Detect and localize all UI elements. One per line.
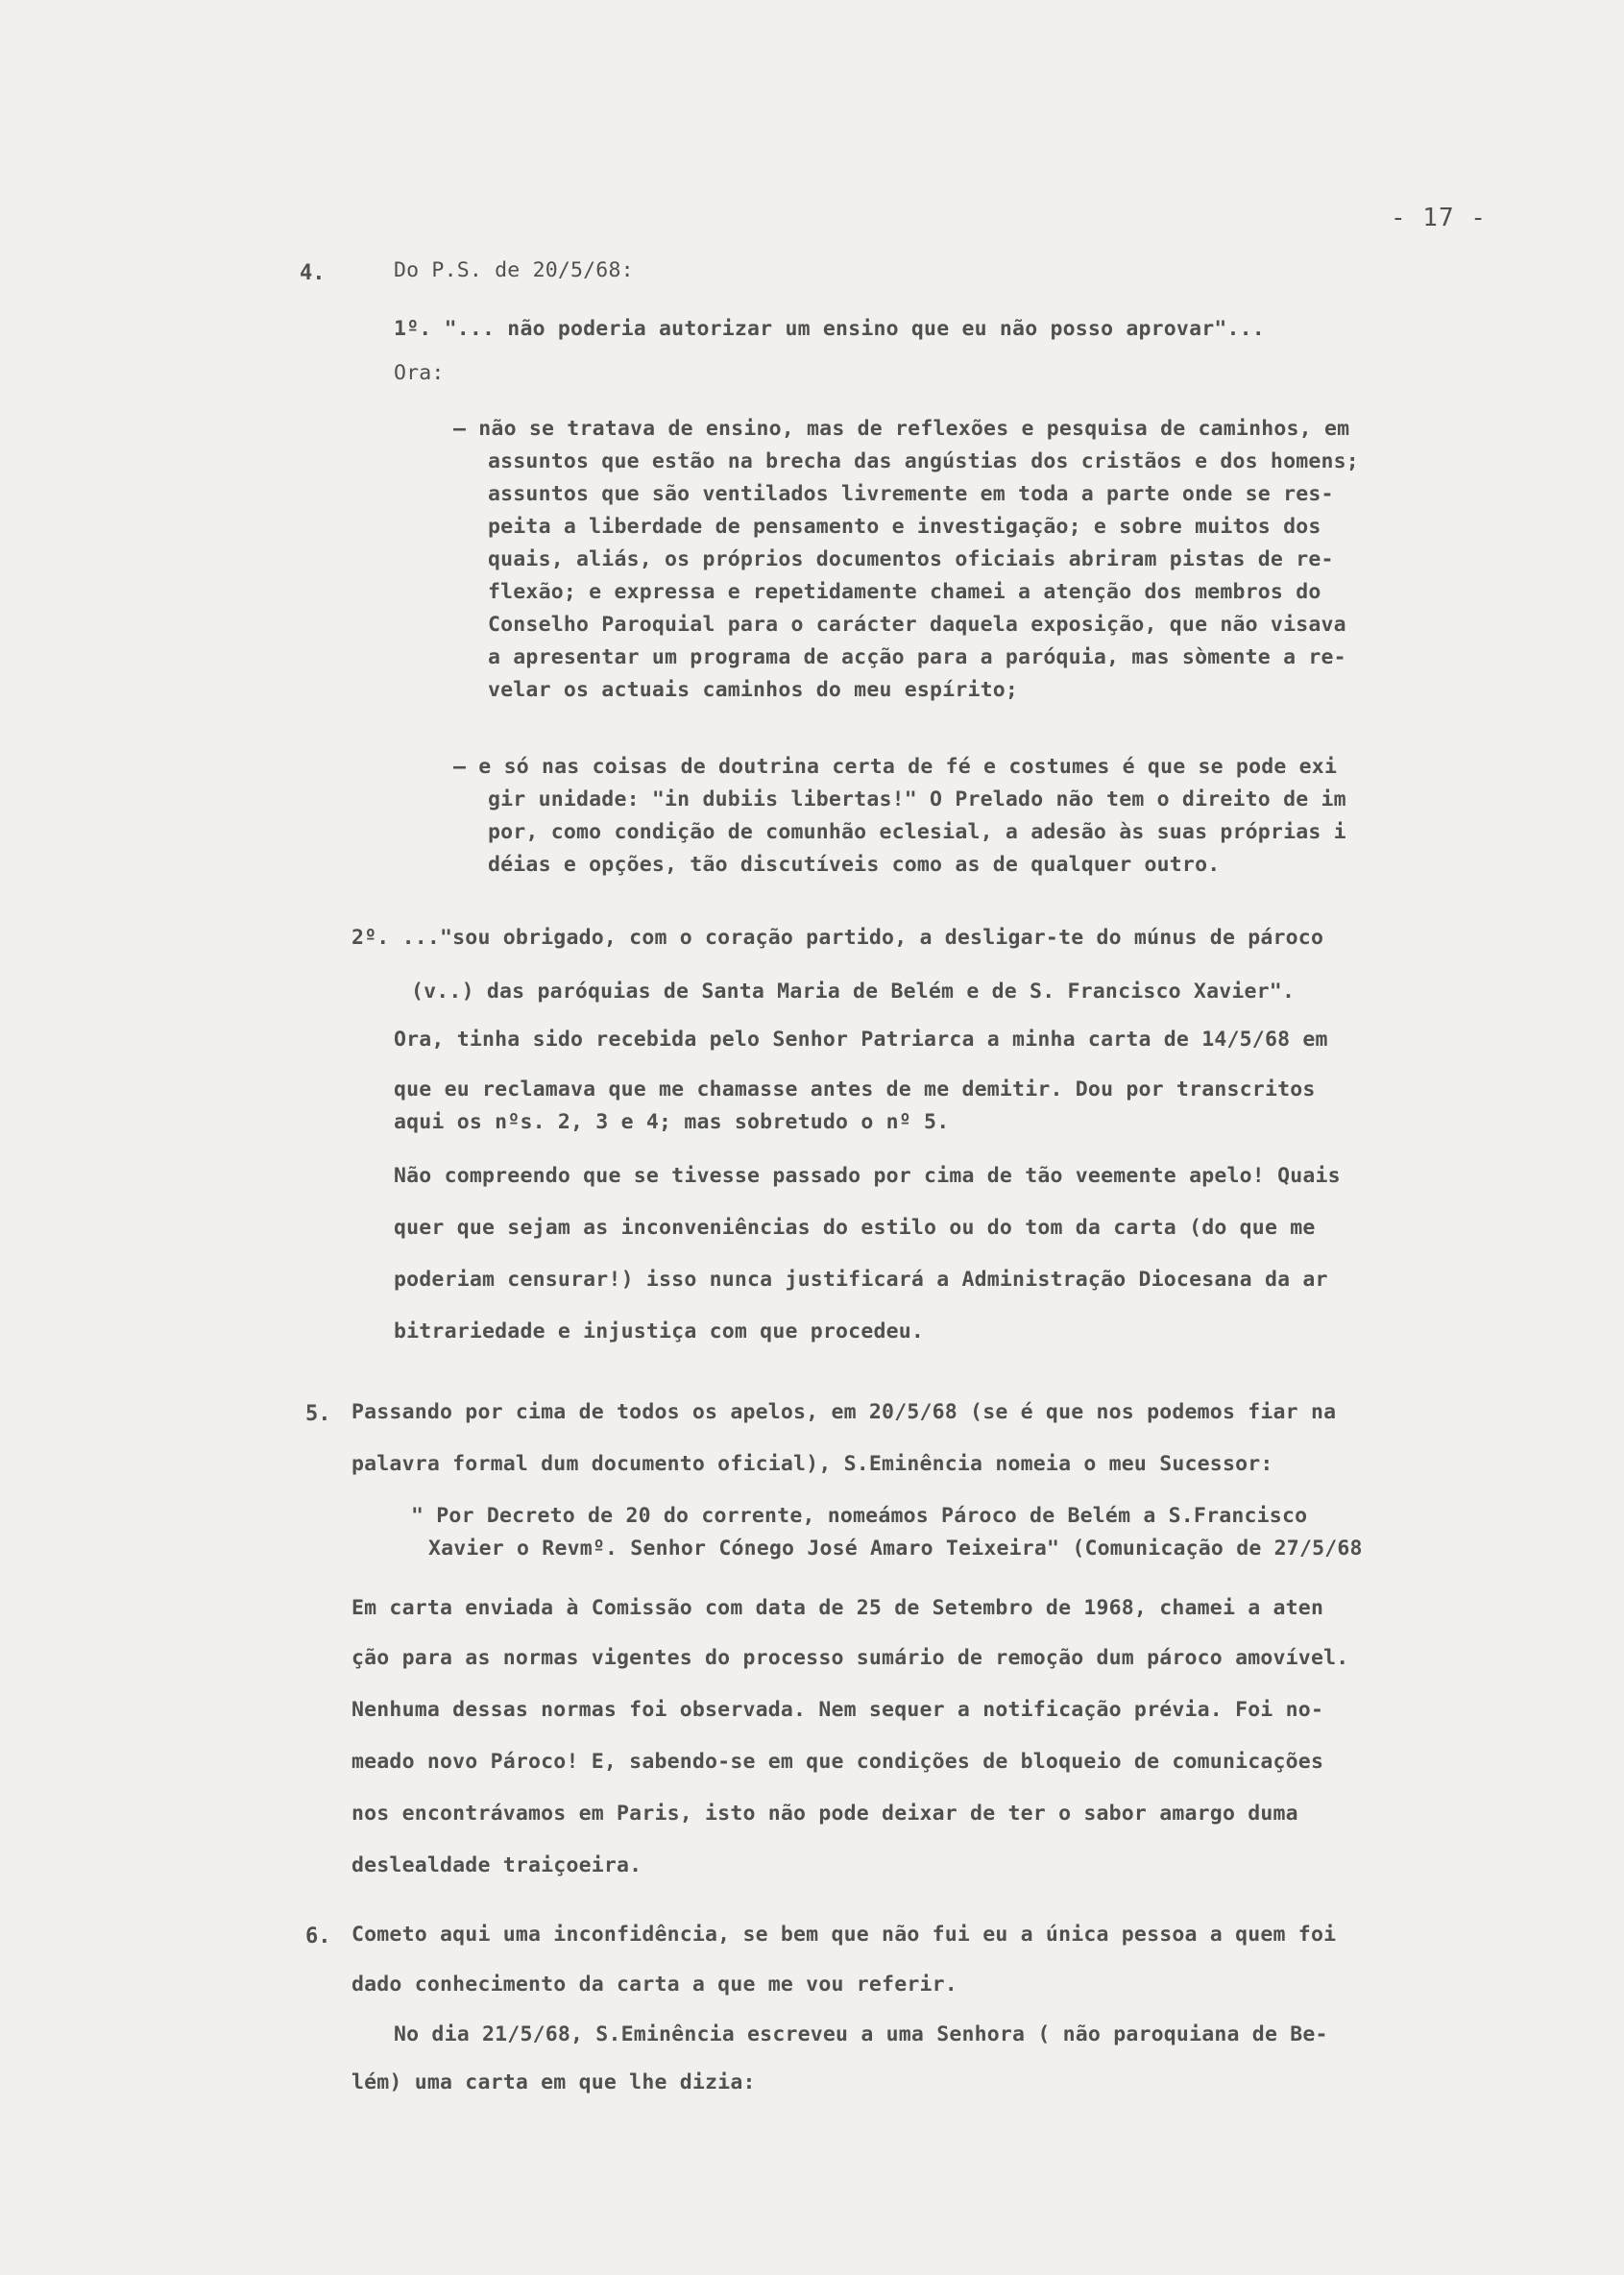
- text-line: déias e opções, tão discutíveis como as de qualquer outro.: [488, 853, 1221, 877]
- section-4-ora: Ora:: [394, 361, 445, 385]
- text-line: lém) uma carta em que lhe dizia:: [351, 2070, 756, 2094]
- text-line: ção para as normas vigentes do processo sumário de remoção dum pároco amovível.: [351, 1646, 1349, 1670]
- text-line: 2º. ..."sou obrigado, com o coração partido, a desligar-te do múnus de pároco: [351, 926, 1324, 950]
- quote-line: Xavier o Revmº. Senhor Cónego José Amaro Teixeira" (Comunicação de 27/5/68: [428, 1537, 1363, 1561]
- text-line: aqui os nºs. 2, 3 e 4; mas sobretudo o nº 5.: [394, 1110, 950, 1134]
- text-line: dado conhecimento da carta a que me vou referir.: [351, 1972, 957, 1997]
- section-4-point-1: 1º. "... não poderia autorizar um ensino que eu não posso aprovar"...: [394, 317, 1265, 341]
- text-line: Em carta enviada à Comissão com data de 25 de Setembro de 1968, chamei a aten: [351, 1596, 1324, 1620]
- text-line: assuntos que estão na brecha das angústias dos cristãos e dos homens;: [488, 449, 1359, 473]
- text-line: gir unidade: "in dubiis libertas!" O Prelado não tem o direito de im: [488, 787, 1346, 811]
- page-number: - 17 -: [1391, 204, 1487, 232]
- text-line: Conselho Paroquial para o carácter daquela exposição, que não visava: [488, 613, 1346, 637]
- section-4-number: 4.: [300, 261, 326, 285]
- text-line: peita a liberdade de pensamento e investigação; e sobre muitos dos: [488, 515, 1321, 539]
- text-line: Nenhuma dessas normas foi observada. Nem sequer a notificação prévia. Foi no-: [351, 1698, 1324, 1722]
- section-5-number: 5.: [305, 1402, 331, 1426]
- text-line: poderiam censurar!) isso nunca justificará a Administração Diocesana da ar: [394, 1268, 1328, 1292]
- section-4-heading: Do P.S. de 20/5/68:: [394, 258, 634, 282]
- text-line: que eu reclamava que me chamasse antes de me demitir. Dou por transcritos: [394, 1077, 1316, 1101]
- quote-line: " Por Decreto de 20 do corrente, nomeámos Pároco de Belém a S.Francisco: [411, 1504, 1308, 1528]
- text-line: Ora, tinha sido recebida pelo Senhor Patriarca a minha carta de 14/5/68 em: [394, 1028, 1328, 1052]
- text-line: Cometo aqui uma inconfidência, se bem que não fui eu a única pessoa a quem foi: [351, 1923, 1337, 1947]
- text-line: quer que sejam as inconveniências do estilo ou do tom da carta (do que me: [394, 1216, 1316, 1240]
- text-line: – não se tratava de ensino, mas de reflexões e pesquisa de caminhos, em: [453, 417, 1350, 441]
- text-line: No dia 21/5/68, S.Eminência escreveu a uma Senhora ( não paroquiana de Be-: [394, 2022, 1328, 2046]
- text-line: deslealdade traiçoeira.: [351, 1853, 642, 1877]
- text-line: velar os actuais caminhos do meu espírito;: [488, 678, 1019, 702]
- text-line: meado novo Pároco! E, sabendo-se em que condições de bloqueio de comunicações: [351, 1750, 1324, 1774]
- text-line: nos encontrávamos em Paris, isto não pode deixar de ter o sabor amargo duma: [351, 1802, 1298, 1826]
- text-line: assuntos que são ventilados livremente em toda a parte onde se res-: [488, 482, 1334, 506]
- text-line: (v..) das paróquias de Santa Maria de Belém e de S. Francisco Xavier".: [411, 980, 1296, 1004]
- text-line: por, como condição de comunhão eclesial, a adesão às suas próprias i: [488, 820, 1346, 844]
- text-line: a apresentar um programa de acção para a paróquia, mas sòmente a re-: [488, 645, 1346, 669]
- section-6-number: 6.: [305, 1924, 331, 1948]
- text-line: Não compreendo que se tivesse passado por cima de tão veemente apelo! Quais: [394, 1164, 1341, 1188]
- text-line: bitrariedade e injustiça com que procedeu.: [394, 1319, 925, 1343]
- text-line: – e só nas coisas de doutrina certa de fé e costumes é que se pode exi: [453, 755, 1338, 779]
- text-line: flexão; e expressa e repetidamente chamei a atenção dos membros do: [488, 580, 1321, 604]
- text-line: quais, aliás, os próprios documentos oficiais abriram pistas de re-: [488, 547, 1334, 571]
- text-line: palavra formal dum documento oficial), S.Eminência nomeia o meu Sucessor:: [351, 1452, 1273, 1476]
- text-line: Passando por cima de todos os apelos, em 20/5/68 (se é que nos podemos fiar na: [351, 1400, 1337, 1424]
